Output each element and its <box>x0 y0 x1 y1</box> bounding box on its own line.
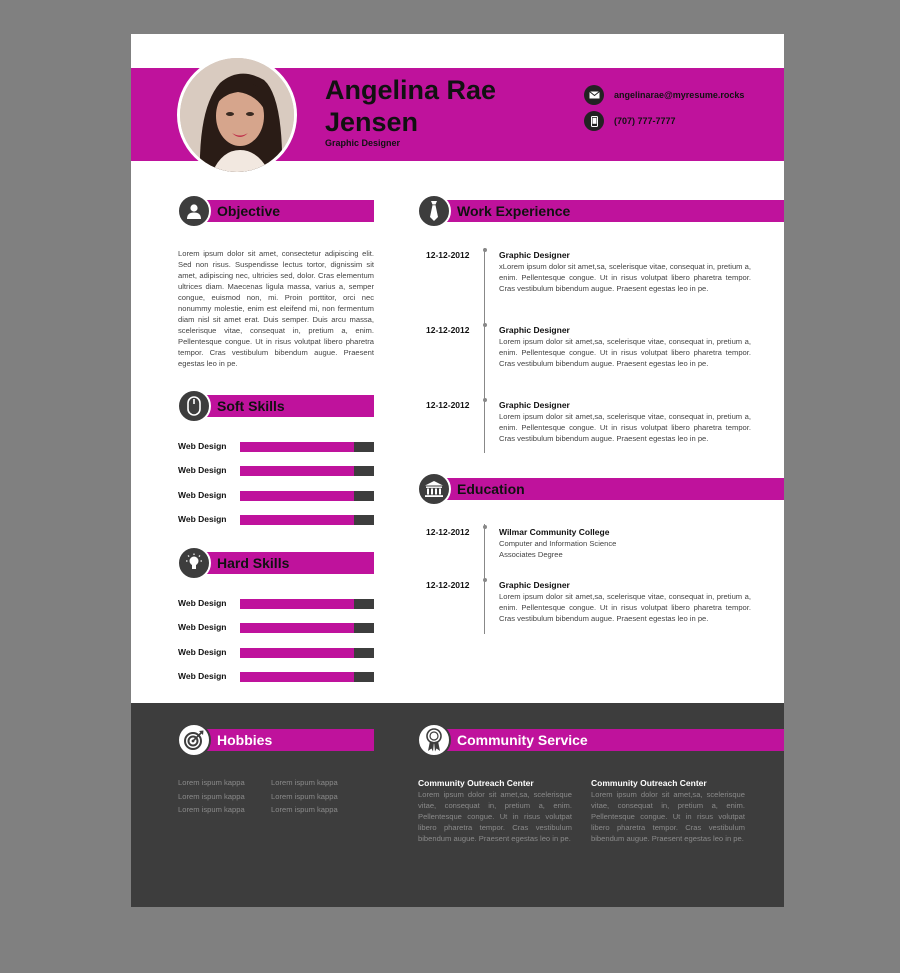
hobbies-title: Hobbies <box>217 732 273 748</box>
education-school: Wilmar Community College <box>499 527 610 537</box>
work-job-title: Graphic Designer <box>499 250 570 260</box>
community-item <box>418 778 572 844</box>
objective-text: Lorem ipsum dolor sit amet, consectetur adipiscing elit. Sed non risus. Suspendisse lectus tortor, dignissim sit amet, adipiscing nec, ultricies sed, dolor. Cras elementum ultrices diam. Maecenas ligula massa, varius a, semper congue, euismod non, mi. Proin porttitor, orci nec nonummy molestie, enim est eleifend mi, non fermentum diam nisl sit amet erat. Duis semper. Duis arcu massa, scelerisque vitae, consequat in, pretium a, enim. Pellentesque congue. Ut in risus volutpat libero pharetra tempor. Cras vestibulum bibendum augue. Praesent egestas leo in pe. <box>178 249 374 368</box>
skill-label: Web Design <box>178 489 227 500</box>
skill-bar-fill <box>240 672 354 682</box>
email-text[interactable]: angelinarae@myresume.rocks <box>614 90 745 100</box>
community-item-title: Community Outreach Center <box>418 778 534 788</box>
skill-label: Web Design <box>178 441 227 451</box>
work-description: Lorem ipsum dolor sit amet,sa, scelerisque vitae, consequat in, pretium a, enim. Pellentesque congue. Ut in risus volutpat libero pharetra tempor. Cras vestibulum bibendum augue. Praesent egestas leo in pe. <box>499 337 751 368</box>
skill-bar-track <box>240 515 374 525</box>
skill-label: Web Design <box>178 670 227 681</box>
community-item-desc: Lorem ipsum dolor sit amet,sa, scelerisque vitae, consequat in, pretium a, enim. Pellentesque congue. Ut in risus volutpat libero pharetra tempor. Cras vestibulum bibendum augue. Praesent egestas leo in pe. <box>418 790 572 843</box>
bank-building-icon <box>417 472 451 506</box>
education-body <box>499 527 751 560</box>
skill-bar-fill <box>240 515 354 525</box>
objective-section-header <box>177 200 374 222</box>
skill-row <box>178 491 374 501</box>
resume-page <box>131 34 784 907</box>
work-job-title: Graphic Designer <box>499 325 570 335</box>
envelope-icon <box>584 85 604 105</box>
soft-skills-section-header <box>177 395 374 417</box>
skill-label: Web Design <box>178 598 227 608</box>
user-icon <box>177 194 211 228</box>
hobby-item: Lorem ispum kappa <box>271 778 338 787</box>
work-description: xLorem ipsum dolor sit amet,sa, scelerisque vitae, consequat in, pretium a, enim. Pellentesque congue. Ut in risus volutpat libero pharetra tempor. Cras vestibulum bibendum augue. Praesent egestas leo in pe. <box>499 262 751 293</box>
education-title: Education <box>457 481 525 497</box>
soft-skills-title: Soft Skills <box>217 398 285 414</box>
mobile-phone-icon <box>584 111 604 131</box>
skill-row <box>178 599 374 609</box>
education-degree: Associates Degree <box>499 550 563 559</box>
education-body <box>499 580 751 624</box>
work-section-header <box>417 200 784 222</box>
community-item <box>591 778 745 844</box>
skill-bar-track <box>240 599 374 609</box>
community-section-header <box>417 729 784 751</box>
hobby-item: Lorem ispum kappa <box>178 792 245 801</box>
footer-section <box>131 703 784 907</box>
full-name <box>325 74 555 138</box>
hobby-item: Lorem ispum kappa <box>271 792 338 801</box>
skill-row <box>178 442 374 452</box>
education-section-header <box>417 478 784 500</box>
skill-label: Web Design <box>178 622 227 633</box>
education-item <box>426 527 752 567</box>
hard-skills-title: Hard Skills <box>217 555 290 571</box>
lightbulb-icon <box>177 546 211 580</box>
education-item <box>426 580 752 636</box>
hobby-item: Lorem ispum kappa <box>178 805 245 814</box>
contact-phone[interactable] <box>584 111 676 131</box>
work-description: Lorem ipsum dolor sit amet,sa, scelerisque vitae, consequat in, pretium a, enim. Pellentesque congue. Ut in risus volutpat libero pharetra tempor. Cras vestibulum bibendum augue. Praesent egestas leo in pe. <box>499 412 751 443</box>
profile-photo <box>177 55 297 175</box>
education-program: Computer and Information Science <box>499 539 617 548</box>
education-date: 12-12-2012 <box>426 527 470 537</box>
skill-row <box>178 648 374 658</box>
skill-bar-fill <box>240 599 354 609</box>
work-title: Work Experience <box>457 203 571 219</box>
skill-row <box>178 672 374 682</box>
skill-label: Web Design <box>178 513 227 524</box>
community-item-desc: Lorem ipsum dolor sit amet,sa, scelerisque vitae, consequat in, pretium a, enim. Pellentesque congue. Ut in risus volutpat libero pharetra tempor. Cras vestibulum bibendum augue. Praesent egestas leo in pe. <box>591 790 745 843</box>
job-role: Graphic Designer <box>325 138 401 148</box>
skill-row <box>178 466 374 476</box>
work-item <box>426 400 752 460</box>
hobby-item: Lorem ispum kappa <box>178 778 245 787</box>
education-description: Lorem ipsum dolor sit amet,sa, scelerisque vitae, consequat in, pretium a, enim. Pellentesque congue. Ut in risus volutpat libero pharetra tempor. Cras vestibulum bibendum augue. Praesent egestas leo in pe. <box>499 592 751 623</box>
skill-bar-track <box>240 466 374 476</box>
community-title: Community Service <box>457 732 588 748</box>
skill-bar-fill <box>240 648 354 658</box>
work-date: 12-12-2012 <box>426 250 470 260</box>
skill-label: Web Design <box>178 465 227 476</box>
skill-bar-track <box>240 648 374 658</box>
hobby-item: Lorem ispum kappa <box>271 805 338 814</box>
work-item <box>426 250 752 310</box>
skill-bar-fill <box>240 466 354 476</box>
work-job-title: Graphic Designer <box>499 400 570 410</box>
hobbies-section-header <box>177 729 374 751</box>
work-date: 12-12-2012 <box>426 325 470 335</box>
work-body <box>499 400 751 444</box>
necktie-icon <box>417 194 451 228</box>
skill-label: Web Design <box>178 646 227 657</box>
award-ribbon-icon <box>417 723 451 757</box>
skill-bar-track <box>240 623 374 633</box>
work-item <box>426 325 752 385</box>
skill-row <box>178 623 374 633</box>
mouse-icon <box>177 389 211 423</box>
education-title-text: Graphic Designer <box>499 580 570 590</box>
skill-bar-fill <box>240 491 354 501</box>
skill-row <box>178 515 374 525</box>
community-item-title: Community Outreach Center <box>591 778 707 788</box>
skill-bar-track <box>240 442 374 452</box>
skill-bar-track <box>240 672 374 682</box>
work-date: 12-12-2012 <box>426 400 470 410</box>
contact-email[interactable] <box>584 85 744 105</box>
skill-bar-fill <box>240 623 354 633</box>
phone-text[interactable]: (707) 777-7777 <box>614 116 676 126</box>
objective-title: Objective <box>217 203 281 219</box>
skill-bar-track <box>240 491 374 501</box>
work-body <box>499 250 751 294</box>
skill-bar-fill <box>240 442 354 452</box>
name-line-2: Jensen <box>325 107 419 137</box>
education-date: 12-12-2012 <box>426 580 470 590</box>
hard-skills-section-header <box>177 552 374 574</box>
target-icon <box>177 723 211 757</box>
work-body <box>499 325 751 369</box>
name-line-1: Angelina Rae <box>325 75 497 105</box>
